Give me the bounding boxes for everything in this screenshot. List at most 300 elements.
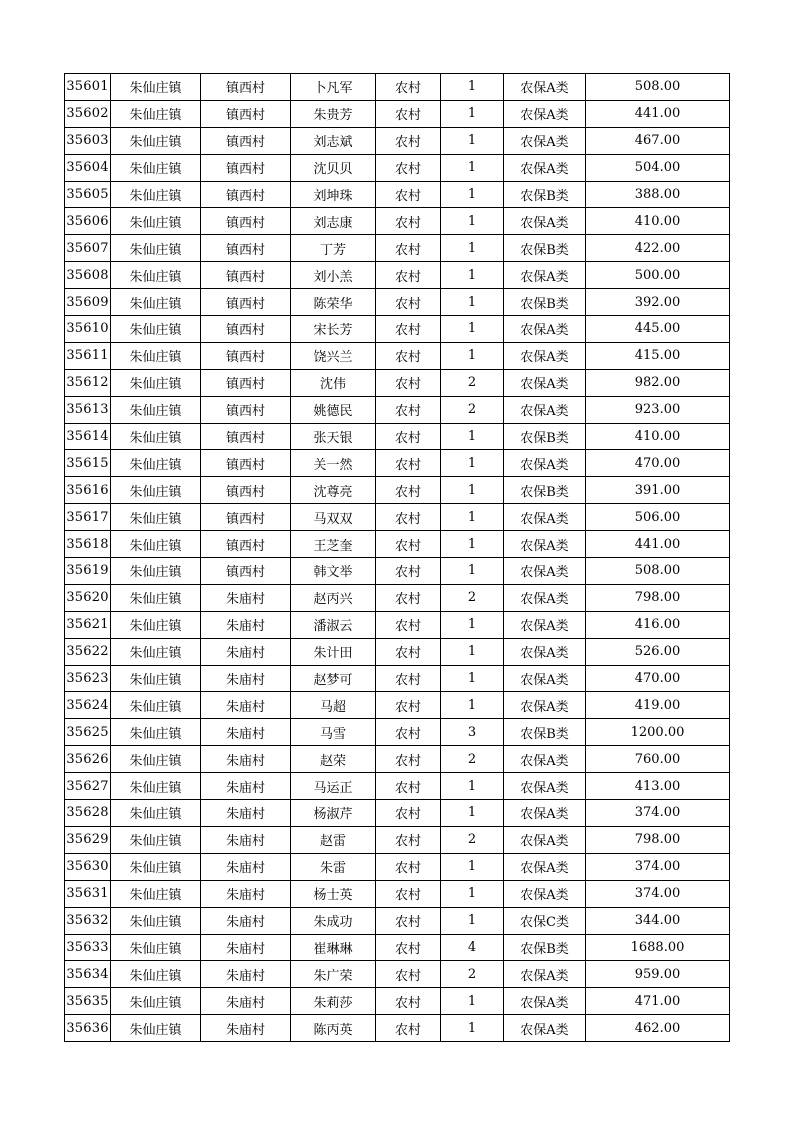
cell-name: 赵丙兴 (291, 584, 376, 611)
cell-village: 朱庙村 (201, 665, 291, 692)
cell-village: 朱庙村 (201, 692, 291, 719)
cell-type: 农村 (376, 127, 441, 154)
cell-count: 1 (441, 235, 504, 262)
cell-name: 朱莉莎 (291, 988, 376, 1015)
cell-amount: 416.00 (586, 611, 730, 638)
cell-amount: 344.00 (586, 907, 730, 934)
cell-town: 朱仙庄镇 (111, 934, 201, 961)
cell-category: 农保A类 (504, 316, 586, 343)
cell-amount: 410.00 (586, 423, 730, 450)
cell-village: 镇西村 (201, 369, 291, 396)
cell-id: 35605 (65, 181, 111, 208)
cell-category: 农保A类 (504, 262, 586, 289)
cell-amount: 392.00 (586, 289, 730, 316)
cell-count: 1 (441, 800, 504, 827)
cell-type: 农村 (376, 907, 441, 934)
cell-village: 朱庙村 (201, 880, 291, 907)
cell-village: 朱庙村 (201, 907, 291, 934)
cell-amount: 1200.00 (586, 719, 730, 746)
cell-id: 35628 (65, 800, 111, 827)
cell-id: 35615 (65, 450, 111, 477)
cell-id: 35613 (65, 396, 111, 423)
cell-amount: 415.00 (586, 342, 730, 369)
cell-name: 朱贵芳 (291, 100, 376, 127)
cell-amount: 526.00 (586, 638, 730, 665)
cell-category: 农保A类 (504, 773, 586, 800)
cell-name: 沈贝贝 (291, 154, 376, 181)
cell-town: 朱仙庄镇 (111, 181, 201, 208)
cell-type: 农村 (376, 773, 441, 800)
cell-amount: 441.00 (586, 531, 730, 558)
cell-town: 朱仙庄镇 (111, 558, 201, 585)
table-row (65, 208, 730, 235)
table-row (65, 477, 730, 504)
table-row (65, 611, 730, 638)
cell-village: 镇西村 (201, 423, 291, 450)
cell-town: 朱仙庄镇 (111, 746, 201, 773)
cell-amount: 467.00 (586, 127, 730, 154)
cell-count: 1 (441, 154, 504, 181)
cell-category: 农保A类 (504, 208, 586, 235)
table-row (65, 773, 730, 800)
cell-amount: 471.00 (586, 988, 730, 1015)
cell-town: 朱仙庄镇 (111, 907, 201, 934)
cell-id: 35632 (65, 907, 111, 934)
cell-count: 1 (441, 773, 504, 800)
cell-count: 4 (441, 934, 504, 961)
cell-name: 张天银 (291, 423, 376, 450)
cell-count: 1 (441, 907, 504, 934)
table-row (65, 235, 730, 262)
cell-town: 朱仙庄镇 (111, 853, 201, 880)
cell-id: 35633 (65, 934, 111, 961)
cell-town: 朱仙庄镇 (111, 235, 201, 262)
cell-count: 1 (441, 1015, 504, 1042)
cell-category: 农保A类 (504, 531, 586, 558)
cell-type: 农村 (376, 262, 441, 289)
cell-village: 镇西村 (201, 235, 291, 262)
cell-id: 35602 (65, 100, 111, 127)
cell-name: 沈尊亮 (291, 477, 376, 504)
table-row (65, 880, 730, 907)
cell-type: 农村 (376, 316, 441, 343)
cell-name: 刘志斌 (291, 127, 376, 154)
cell-amount: 445.00 (586, 316, 730, 343)
table-row (65, 665, 730, 692)
cell-name: 宋长芳 (291, 316, 376, 343)
cell-village: 镇西村 (201, 558, 291, 585)
cell-village: 镇西村 (201, 100, 291, 127)
cell-town: 朱仙庄镇 (111, 504, 201, 531)
table-row (65, 638, 730, 665)
cell-village: 朱庙村 (201, 773, 291, 800)
cell-amount: 508.00 (586, 558, 730, 585)
table-row (65, 531, 730, 558)
cell-id: 35631 (65, 880, 111, 907)
cell-name: 马双双 (291, 504, 376, 531)
cell-village: 朱庙村 (201, 934, 291, 961)
cell-village: 朱庙村 (201, 611, 291, 638)
cell-type: 农村 (376, 100, 441, 127)
cell-id: 35625 (65, 719, 111, 746)
cell-name: 赵梦可 (291, 665, 376, 692)
cell-town: 朱仙庄镇 (111, 450, 201, 477)
cell-id: 35601 (65, 74, 111, 101)
cell-id: 35606 (65, 208, 111, 235)
cell-type: 农村 (376, 988, 441, 1015)
cell-count: 1 (441, 880, 504, 907)
cell-type: 农村 (376, 289, 441, 316)
cell-count: 1 (441, 316, 504, 343)
cell-id: 35612 (65, 369, 111, 396)
cell-count: 2 (441, 826, 504, 853)
table-row (65, 423, 730, 450)
cell-amount: 419.00 (586, 692, 730, 719)
table-body (65, 74, 730, 1042)
cell-type: 农村 (376, 611, 441, 638)
cell-amount: 508.00 (586, 74, 730, 101)
cell-name: 韩文举 (291, 558, 376, 585)
cell-category: 农保A类 (504, 396, 586, 423)
table-row (65, 907, 730, 934)
table-row (65, 342, 730, 369)
cell-count: 1 (441, 665, 504, 692)
cell-amount: 506.00 (586, 504, 730, 531)
table-row (65, 154, 730, 181)
cell-count: 2 (441, 369, 504, 396)
cell-village: 镇西村 (201, 477, 291, 504)
cell-type: 农村 (376, 235, 441, 262)
cell-id: 35616 (65, 477, 111, 504)
cell-village: 镇西村 (201, 127, 291, 154)
cell-amount: 959.00 (586, 961, 730, 988)
cell-type: 农村 (376, 477, 441, 504)
cell-town: 朱仙庄镇 (111, 531, 201, 558)
cell-type: 农村 (376, 880, 441, 907)
cell-category: 农保B类 (504, 235, 586, 262)
cell-town: 朱仙庄镇 (111, 74, 201, 101)
cell-type: 农村 (376, 961, 441, 988)
cell-village: 镇西村 (201, 208, 291, 235)
cell-name: 刘志康 (291, 208, 376, 235)
cell-count: 1 (441, 692, 504, 719)
table-row (65, 504, 730, 531)
table-row (65, 826, 730, 853)
cell-amount: 410.00 (586, 208, 730, 235)
cell-town: 朱仙庄镇 (111, 988, 201, 1015)
cell-village: 朱庙村 (201, 719, 291, 746)
table-row (65, 316, 730, 343)
cell-village: 朱庙村 (201, 961, 291, 988)
cell-village: 朱庙村 (201, 746, 291, 773)
cell-type: 农村 (376, 74, 441, 101)
cell-category: 农保C类 (504, 907, 586, 934)
table-row (65, 450, 730, 477)
table-row (65, 692, 730, 719)
cell-id: 35603 (65, 127, 111, 154)
cell-town: 朱仙庄镇 (111, 396, 201, 423)
cell-village: 朱庙村 (201, 638, 291, 665)
cell-id: 35636 (65, 1015, 111, 1042)
cell-category: 农保B类 (504, 477, 586, 504)
cell-category: 农保A类 (504, 558, 586, 585)
cell-count: 1 (441, 423, 504, 450)
cell-name: 姚德民 (291, 396, 376, 423)
cell-name: 潘淑云 (291, 611, 376, 638)
cell-village: 镇西村 (201, 342, 291, 369)
cell-type: 农村 (376, 746, 441, 773)
cell-amount: 500.00 (586, 262, 730, 289)
cell-id: 35608 (65, 262, 111, 289)
cell-category: 农保A类 (504, 880, 586, 907)
cell-village: 镇西村 (201, 531, 291, 558)
cell-id: 35617 (65, 504, 111, 531)
cell-amount: 504.00 (586, 154, 730, 181)
cell-id: 35623 (65, 665, 111, 692)
cell-amount: 760.00 (586, 746, 730, 773)
cell-id: 35635 (65, 988, 111, 1015)
cell-category: 农保A类 (504, 127, 586, 154)
table-row (65, 853, 730, 880)
cell-name: 刘小羔 (291, 262, 376, 289)
table-row (65, 396, 730, 423)
cell-amount: 422.00 (586, 235, 730, 262)
cell-name: 杨淑芹 (291, 800, 376, 827)
cell-name: 丁芳 (291, 235, 376, 262)
cell-town: 朱仙庄镇 (111, 289, 201, 316)
cell-town: 朱仙庄镇 (111, 826, 201, 853)
cell-category: 农保A类 (504, 342, 586, 369)
cell-type: 农村 (376, 692, 441, 719)
cell-name: 崔琳琳 (291, 934, 376, 961)
cell-village: 朱庙村 (201, 988, 291, 1015)
cell-type: 农村 (376, 396, 441, 423)
cell-type: 农村 (376, 665, 441, 692)
cell-category: 农保B类 (504, 934, 586, 961)
cell-id: 35629 (65, 826, 111, 853)
cell-category: 农保A类 (504, 988, 586, 1015)
cell-category: 农保A类 (504, 638, 586, 665)
cell-name: 杨士英 (291, 880, 376, 907)
cell-town: 朱仙庄镇 (111, 369, 201, 396)
cell-count: 2 (441, 396, 504, 423)
cell-name: 马雪 (291, 719, 376, 746)
cell-amount: 374.00 (586, 800, 730, 827)
cell-village: 朱庙村 (201, 800, 291, 827)
cell-name: 朱计田 (291, 638, 376, 665)
cell-type: 农村 (376, 638, 441, 665)
cell-id: 35622 (65, 638, 111, 665)
cell-type: 农村 (376, 154, 441, 181)
table-row (65, 584, 730, 611)
cell-town: 朱仙庄镇 (111, 316, 201, 343)
cell-count: 1 (441, 477, 504, 504)
cell-id: 35626 (65, 746, 111, 773)
cell-count: 2 (441, 584, 504, 611)
cell-name: 朱成功 (291, 907, 376, 934)
cell-town: 朱仙庄镇 (111, 342, 201, 369)
cell-category: 农保B类 (504, 719, 586, 746)
table-row (65, 100, 730, 127)
cell-count: 1 (441, 450, 504, 477)
cell-name: 马超 (291, 692, 376, 719)
cell-type: 农村 (376, 450, 441, 477)
cell-town: 朱仙庄镇 (111, 880, 201, 907)
cell-village: 镇西村 (201, 262, 291, 289)
cell-category: 农保A类 (504, 154, 586, 181)
cell-count: 1 (441, 342, 504, 369)
cell-town: 朱仙庄镇 (111, 1015, 201, 1042)
cell-village: 朱庙村 (201, 584, 291, 611)
cell-type: 农村 (376, 369, 441, 396)
cell-name: 沈伟 (291, 369, 376, 396)
cell-id: 35618 (65, 531, 111, 558)
cell-id: 35630 (65, 853, 111, 880)
cell-count: 1 (441, 208, 504, 235)
cell-amount: 923.00 (586, 396, 730, 423)
cell-amount: 391.00 (586, 477, 730, 504)
cell-town: 朱仙庄镇 (111, 584, 201, 611)
cell-count: 1 (441, 289, 504, 316)
cell-id: 35610 (65, 316, 111, 343)
cell-type: 农村 (376, 558, 441, 585)
cell-town: 朱仙庄镇 (111, 611, 201, 638)
cell-count: 1 (441, 100, 504, 127)
cell-count: 1 (441, 638, 504, 665)
cell-name: 朱广荣 (291, 961, 376, 988)
cell-type: 农村 (376, 423, 441, 450)
cell-count: 1 (441, 74, 504, 101)
cell-name: 刘坤珠 (291, 181, 376, 208)
cell-category: 农保B类 (504, 181, 586, 208)
cell-id: 35621 (65, 611, 111, 638)
cell-town: 朱仙庄镇 (111, 665, 201, 692)
cell-type: 农村 (376, 1015, 441, 1042)
cell-id: 35609 (65, 289, 111, 316)
cell-town: 朱仙庄镇 (111, 127, 201, 154)
table-row (65, 988, 730, 1015)
cell-type: 农村 (376, 934, 441, 961)
cell-category: 农保B类 (504, 289, 586, 316)
cell-name: 陈荣华 (291, 289, 376, 316)
cell-village: 镇西村 (201, 74, 291, 101)
cell-count: 1 (441, 988, 504, 1015)
cell-category: 农保B类 (504, 423, 586, 450)
cell-type: 农村 (376, 584, 441, 611)
cell-category: 农保A类 (504, 100, 586, 127)
cell-type: 农村 (376, 719, 441, 746)
cell-category: 农保A类 (504, 74, 586, 101)
cell-category: 农保A类 (504, 1015, 586, 1042)
cell-category: 农保A类 (504, 853, 586, 880)
cell-count: 1 (441, 181, 504, 208)
cell-town: 朱仙庄镇 (111, 638, 201, 665)
cell-category: 农保A类 (504, 800, 586, 827)
cell-town: 朱仙庄镇 (111, 773, 201, 800)
cell-id: 35619 (65, 558, 111, 585)
cell-category: 农保A类 (504, 665, 586, 692)
cell-amount: 798.00 (586, 826, 730, 853)
table-row (65, 181, 730, 208)
table-row (65, 719, 730, 746)
cell-category: 农保A类 (504, 692, 586, 719)
cell-count: 2 (441, 746, 504, 773)
cell-id: 35614 (65, 423, 111, 450)
cell-type: 农村 (376, 853, 441, 880)
cell-id: 35607 (65, 235, 111, 262)
cell-amount: 441.00 (586, 100, 730, 127)
cell-count: 1 (441, 504, 504, 531)
cell-type: 农村 (376, 181, 441, 208)
cell-count: 1 (441, 853, 504, 880)
cell-name: 王芝奎 (291, 531, 376, 558)
table-row (65, 127, 730, 154)
cell-type: 农村 (376, 800, 441, 827)
cell-category: 农保A类 (504, 584, 586, 611)
cell-town: 朱仙庄镇 (111, 208, 201, 235)
cell-village: 朱庙村 (201, 853, 291, 880)
cell-type: 农村 (376, 531, 441, 558)
cell-amount: 1688.00 (586, 934, 730, 961)
cell-count: 1 (441, 531, 504, 558)
cell-town: 朱仙庄镇 (111, 719, 201, 746)
cell-id: 35624 (65, 692, 111, 719)
cell-village: 镇西村 (201, 396, 291, 423)
cell-town: 朱仙庄镇 (111, 262, 201, 289)
cell-amount: 798.00 (586, 584, 730, 611)
cell-amount: 413.00 (586, 773, 730, 800)
cell-id: 35627 (65, 773, 111, 800)
table-row (65, 74, 730, 101)
cell-name: 卜凡军 (291, 74, 376, 101)
cell-village: 镇西村 (201, 289, 291, 316)
cell-count: 3 (441, 719, 504, 746)
cell-town: 朱仙庄镇 (111, 423, 201, 450)
cell-count: 1 (441, 127, 504, 154)
cell-name: 马运正 (291, 773, 376, 800)
table-row (65, 262, 730, 289)
cell-category: 农保A类 (504, 746, 586, 773)
cell-amount: 982.00 (586, 369, 730, 396)
cell-id: 35611 (65, 342, 111, 369)
table-row (65, 558, 730, 585)
cell-town: 朱仙庄镇 (111, 961, 201, 988)
table-row (65, 1015, 730, 1042)
cell-amount: 470.00 (586, 450, 730, 477)
table-row (65, 800, 730, 827)
cell-town: 朱仙庄镇 (111, 800, 201, 827)
cell-category: 农保A类 (504, 504, 586, 531)
cell-name: 陈丙英 (291, 1015, 376, 1042)
cell-count: 2 (441, 961, 504, 988)
cell-amount: 374.00 (586, 880, 730, 907)
table-row (65, 961, 730, 988)
cell-name: 关一然 (291, 450, 376, 477)
cell-town: 朱仙庄镇 (111, 154, 201, 181)
cell-category: 农保A类 (504, 450, 586, 477)
cell-category: 农保A类 (504, 826, 586, 853)
cell-count: 1 (441, 611, 504, 638)
cell-id: 35604 (65, 154, 111, 181)
cell-village: 朱庙村 (201, 826, 291, 853)
cell-village: 镇西村 (201, 316, 291, 343)
cell-id: 35634 (65, 961, 111, 988)
table-row (65, 369, 730, 396)
cell-id: 35620 (65, 584, 111, 611)
cell-village: 镇西村 (201, 504, 291, 531)
cell-type: 农村 (376, 826, 441, 853)
benefits-table (64, 73, 730, 1042)
